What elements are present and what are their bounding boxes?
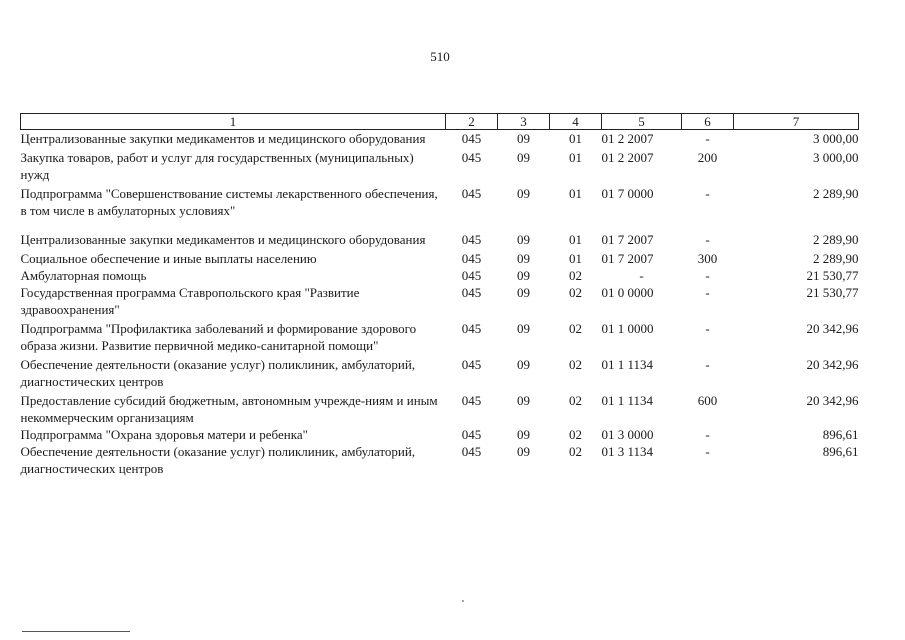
scan-speck xyxy=(462,600,464,602)
row-section: 09 xyxy=(517,150,530,165)
row-name: Обеспечение деятельности (оказание услуг) поликлиник, амбулаторий, диагностических центров xyxy=(20,444,416,476)
row-kind: - xyxy=(705,427,710,442)
row-section: 09 xyxy=(517,321,530,336)
row-section: 09 xyxy=(517,232,530,247)
row-subsection: 01 xyxy=(569,251,582,266)
budget-table xyxy=(20,113,859,477)
row-ministry: 045 xyxy=(461,427,482,442)
table-row xyxy=(21,354,859,390)
header-col-3: 3 xyxy=(498,114,550,130)
row-name: Централизованные закупки медикаментов и медицинского оборудования xyxy=(20,131,426,146)
row-ministry: 045 xyxy=(461,186,482,201)
row-amount: 3 000,00 xyxy=(813,131,859,146)
header-col-5: 5 xyxy=(602,114,682,130)
row-kind: - xyxy=(705,131,710,146)
row-target: 01 1 1134 xyxy=(601,393,654,408)
table-row xyxy=(21,443,859,477)
row-target: 01 3 1134 xyxy=(601,444,654,459)
table-header-row xyxy=(21,114,859,130)
table-row xyxy=(21,147,859,183)
row-section: 09 xyxy=(517,268,530,283)
row-kind: - xyxy=(705,321,710,336)
row-amount: 20 342,96 xyxy=(806,321,859,336)
row-section: 09 xyxy=(517,186,530,201)
row-section: 09 xyxy=(517,357,530,372)
row-ministry: 045 xyxy=(461,268,482,283)
row-subsection: 01 xyxy=(569,232,582,247)
header-col-4: 4 xyxy=(550,114,602,130)
row-target: 01 3 0000 xyxy=(601,427,654,442)
row-name: Подпрограмма "Совершенствование системы лекарственного обеспечения, в том числе в амбулаторных условиях" xyxy=(20,186,438,218)
table-row xyxy=(21,390,859,426)
row-subsection: 02 xyxy=(569,357,582,372)
row-amount: 2 289,90 xyxy=(813,186,859,201)
row-amount: 21 530,77 xyxy=(806,268,859,283)
row-amount: 896,61 xyxy=(822,444,859,459)
row-ministry: 045 xyxy=(461,232,482,247)
table-row xyxy=(21,130,859,148)
row-ministry: 045 xyxy=(461,321,482,336)
row-subsection: 02 xyxy=(569,393,582,408)
row-subsection: 02 xyxy=(569,285,582,300)
row-ministry: 045 xyxy=(461,444,482,459)
row-subsection: 02 xyxy=(569,321,582,336)
table-row xyxy=(21,426,859,443)
footer-rule xyxy=(22,631,130,632)
table-row xyxy=(21,284,859,318)
row-amount: 896,61 xyxy=(822,427,859,442)
row-subsection: 01 xyxy=(569,131,582,146)
row-name: Амбулаторная помощь xyxy=(20,268,147,283)
row-ministry: 045 xyxy=(461,357,482,372)
page-number: 510 xyxy=(430,49,450,64)
row-kind: - xyxy=(705,444,710,459)
row-kind: - xyxy=(705,268,710,283)
row-section: 09 xyxy=(517,285,530,300)
row-target: - xyxy=(639,268,644,283)
header-col-2: 2 xyxy=(446,114,498,130)
row-target: 01 2 2007 xyxy=(601,131,654,146)
row-amount: 20 342,96 xyxy=(806,357,859,372)
row-target: 01 0 0000 xyxy=(601,285,654,300)
row-kind: 600 xyxy=(697,393,718,408)
row-kind: - xyxy=(705,357,710,372)
row-kind: - xyxy=(705,285,710,300)
row-target: 01 7 0000 xyxy=(601,186,654,201)
row-name: Социальное обеспечение и иные выплаты населению xyxy=(20,251,317,266)
row-ministry: 045 xyxy=(461,393,482,408)
row-subsection: 02 xyxy=(569,268,582,283)
table-row xyxy=(21,183,859,219)
row-section: 09 xyxy=(517,393,530,408)
table-row xyxy=(21,219,859,248)
row-target: 01 1 1134 xyxy=(601,357,654,372)
row-subsection: 01 xyxy=(569,150,582,165)
row-amount: 2 289,90 xyxy=(813,232,859,247)
row-subsection: 02 xyxy=(569,444,582,459)
row-section: 09 xyxy=(517,251,530,266)
row-ministry: 045 xyxy=(461,131,482,146)
row-kind: - xyxy=(705,186,710,201)
table-row xyxy=(21,318,859,354)
row-name: Централизованные закупки медикаментов и медицинского оборудования xyxy=(20,232,426,247)
row-name: Предоставление субсидий бюджетным, автономным учрежде-ниям и иным некоммерческим организациям xyxy=(20,393,438,425)
row-section: 09 xyxy=(517,427,530,442)
table-row xyxy=(21,248,859,267)
row-section: 09 xyxy=(517,444,530,459)
row-kind: 200 xyxy=(697,150,718,165)
row-name: Государственная программа Ставропольского края "Развитие здравоохранения" xyxy=(20,285,360,317)
row-target: 01 7 2007 xyxy=(601,232,654,247)
row-section: 09 xyxy=(517,131,530,146)
header-col-6: 6 xyxy=(682,114,734,130)
row-amount: 3 000,00 xyxy=(813,150,859,165)
row-subsection: 01 xyxy=(569,186,582,201)
row-name: Подпрограмма "Охрана здоровья матери и ребенка" xyxy=(20,427,308,442)
row-kind: 300 xyxy=(697,251,718,266)
row-name: Закупка товаров, работ и услуг для государственных (муниципальных) нужд xyxy=(20,150,414,182)
row-subsection: 02 xyxy=(569,427,582,442)
row-amount: 20 342,96 xyxy=(806,393,859,408)
row-ministry: 045 xyxy=(461,150,482,165)
header-col-1: 1 xyxy=(21,114,446,130)
row-target: 01 7 2007 xyxy=(601,251,654,266)
row-ministry: 045 xyxy=(461,285,482,300)
row-ministry: 045 xyxy=(461,251,482,266)
row-name: Обеспечение деятельности (оказание услуг) поликлиник, амбулаторий, диагностических центров xyxy=(20,357,416,389)
row-name: Подпрограмма "Профилактика заболеваний и формирование здорового образа жизни. Развитие первичной медико-санитарной помощи" xyxy=(20,321,417,353)
table-row xyxy=(21,267,859,284)
row-target: 01 2 2007 xyxy=(601,150,654,165)
row-target: 01 1 0000 xyxy=(601,321,654,336)
row-amount: 21 530,77 xyxy=(806,285,859,300)
row-amount: 2 289,90 xyxy=(813,251,859,266)
row-kind: - xyxy=(705,232,710,247)
header-col-7: 7 xyxy=(734,114,859,130)
